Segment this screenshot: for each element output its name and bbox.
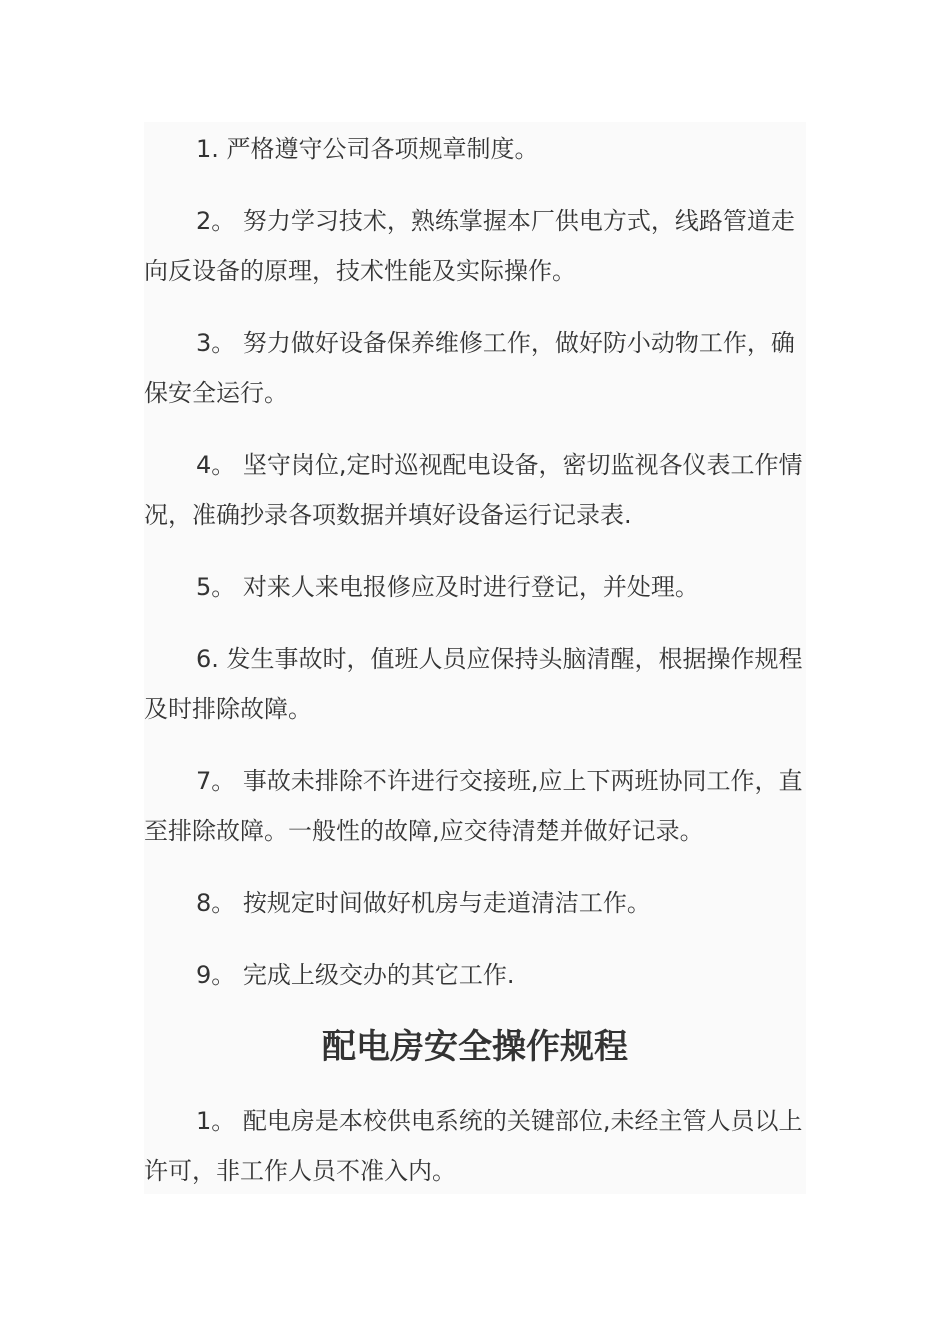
duty-item-3: 3。 努力做好设备保养维修工作，做好防小动物工作，确保安全运行。 — [144, 329, 795, 407]
document-body — [144, 124, 806, 1218]
duty-item-1: 1. 严格遵守公司各项规章制度。 — [196, 135, 539, 163]
duty-item-6: 6. 发生事故时，值班人员应保持头脑清醒，根据操作规程及时排除故障。 — [144, 645, 803, 723]
section-title: 配电房安全操作规程 — [322, 1027, 628, 1067]
duty-item-9: 9。 完成上级交办的其它工作. — [196, 961, 515, 989]
duty-item-4: 4。 坚守岗位,定时巡视配电设备，密切监视各仪表工作情况，准确抄录各项数据并填好设备运行记录表. — [144, 451, 803, 529]
rule-item-1: 1。 配电房是本校供电系统的关键部位,未经主管人员以上许可，非工作人员不准入内。 — [144, 1107, 803, 1185]
duty-item-8: 8。 按规定时间做好机房与走道清洁工作。 — [196, 889, 651, 917]
duty-item-7: 7。 事故未排除不许进行交接班,应上下两班协同工作，直至排除故障。一般性的故障,应交待清楚并做好记录。 — [144, 767, 803, 845]
duty-item-5: 5。 对来人来电报修应及时进行登记，并处理。 — [196, 573, 699, 601]
duty-item-2: 2。 努力学习技术，熟练掌握本厂供电方式，线路管道走向反设备的原理，技术性能及实际操作。 — [144, 207, 795, 285]
